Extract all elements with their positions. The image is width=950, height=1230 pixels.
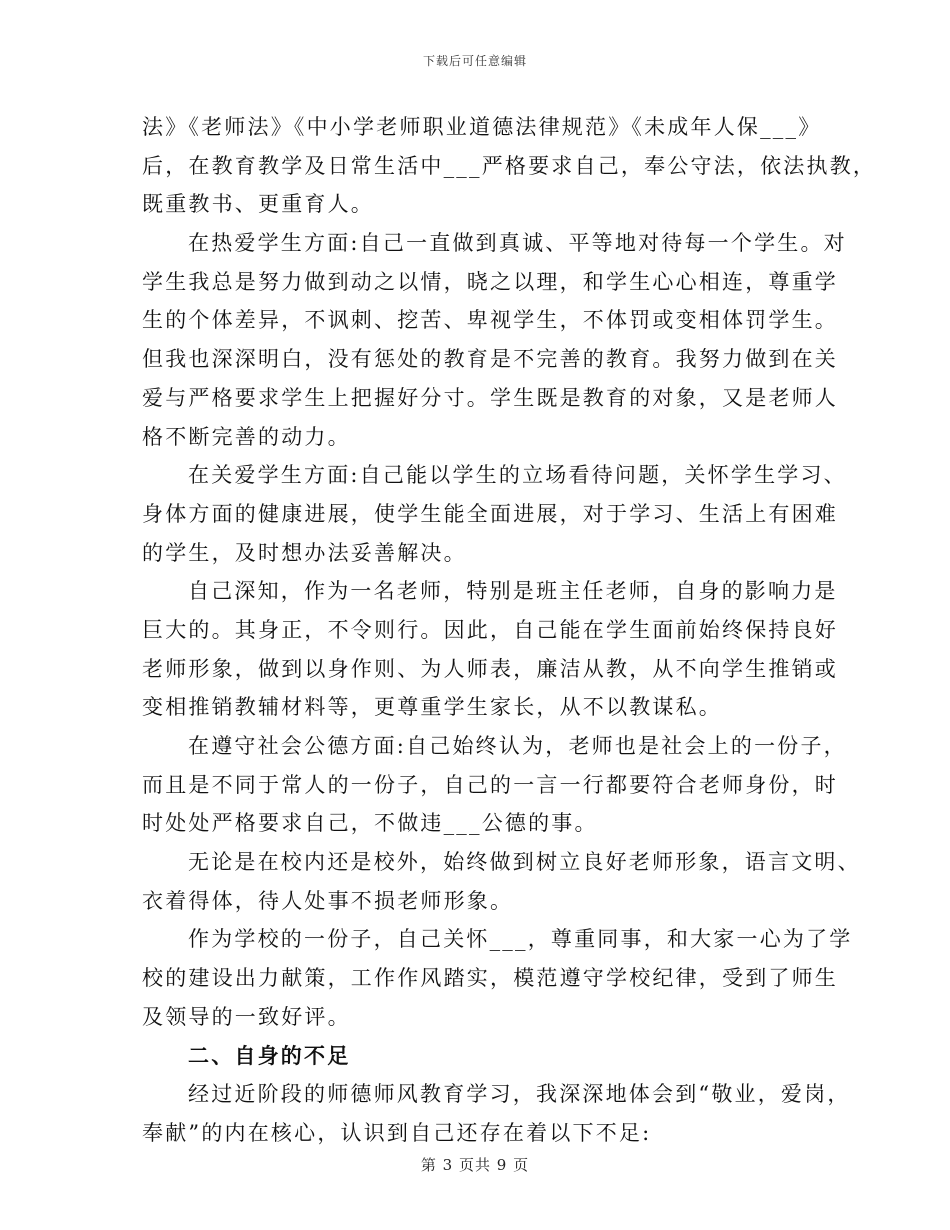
body-line: 而且是不同于常人的一份子，自己的一言一行都要符合老师身份，时 (142, 772, 838, 797)
body-line: 校的建设出力献策，工作作风踏实，模范遵守学校纪律，受到了师生 (142, 966, 838, 991)
body-line: 衣着得体，待人处事不损老师形象。 (142, 888, 514, 913)
body-line: 格不断完善的动力。 (142, 424, 351, 449)
paragraph-start-line: 在关爱学生方面:自己能以学生的立场看待问题，关怀学生学习、 (188, 463, 847, 488)
body-line: 的学生，及时想办法妥善解决。 (142, 540, 467, 565)
body-line: 老师形象，做到以身作则、为人师表，廉洁从教，从不向学生推销或 (142, 656, 838, 681)
body-line: 既重教书、更重育人。 (142, 192, 374, 217)
body-line: 时处处严格要求自己，不做违___公德的事。 (142, 811, 598, 836)
body-line: 变相推销教辅材料等，更尊重学生家长，从不以教谋私。 (142, 695, 722, 720)
body-line: 奉献”的内在核心，认识到自己还存在着以下不足: (142, 1120, 652, 1145)
paragraph-start-line: 经过近阶段的师德师风教育学习，我深深地体会到“敬业，爱岗， (188, 1082, 851, 1107)
paragraph-start-line: 在热爱学生方面:自己一直做到真诚、平等地对待每一个学生。对 (188, 231, 847, 256)
body-line: 生的个体差异，不讽刺、挖苦、卑视学生，不体罚或变相体罚学生。 (142, 308, 838, 333)
body-line: 巨大的。其身正，不令则行。因此，自己能在学生面前始终保持良好 (142, 617, 838, 642)
paragraph-start-line: 在遵守社会公德方面:自己始终认为，老师也是社会上的一份子， (188, 734, 847, 758)
section-heading: 二、自身的不足 (188, 1042, 351, 1068)
paragraph-start-line: 无论是在校内还是校外，始终做到树立良好老师形象，语言文明、 (188, 850, 861, 875)
body-line: 法》《老师法》《中小学老师职业道德法律规范》《未成年人保___》 (142, 115, 822, 139)
paragraph-start-line: 作为学校的一份子，自己关怀___，尊重同事，和大家一心为了学 (188, 927, 853, 952)
body-line: 但我也深深明白，没有惩处的教育是不完善的教育。我努力做到在关 (142, 347, 838, 372)
body-line: 学生我总是努力做到动之以情，晓之以理，和学生心心相连，尊重学 (142, 269, 838, 294)
page-header: 下载后可任意编辑 (422, 54, 527, 68)
body-line: 身体方面的健康进展，使学生能全面进展，对于学习、生活上有困难 (142, 501, 838, 526)
body-line: 及领导的一致好评。 (142, 1004, 351, 1029)
body-line: 爱与严格要求学生上把握好分寸。学生既是教育的对象，又是老师人 (142, 385, 838, 410)
body-line: 后，在教育教学及日常生活中___严格要求自己，奉公守法，依法执教， (142, 153, 877, 178)
paragraph-start-line: 自己深知，作为一名老师，特别是班主任老师，自身的影响力是 (188, 579, 838, 604)
document-body (142, 108, 877, 1153)
page-footer: 第 3 页共 9 页 (420, 1156, 530, 1174)
